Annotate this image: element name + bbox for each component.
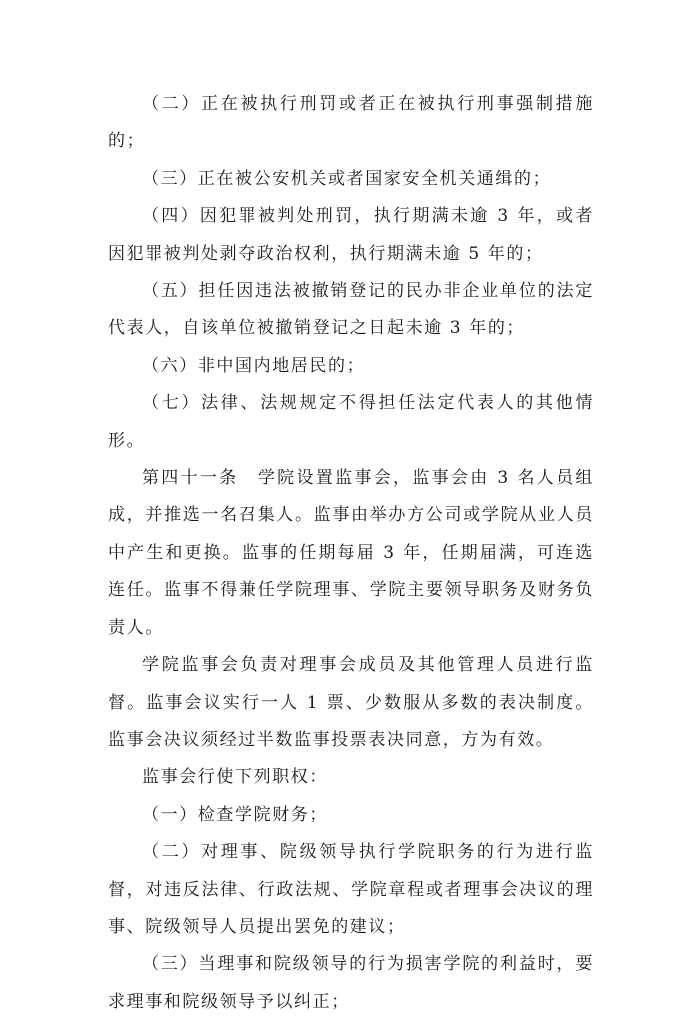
- paragraph-supervisory-board-duty: 学院监事会负责对理事会成员及其他管理人员进行监督。监事会议实行一人 1 票、少数服从多数的表决制度。监事会决议须经过半数监事投票表决同意，方为有效。: [108, 655, 594, 750]
- paragraph-disqualification-7: （七）法律、法规规定不得担任法定代表人的其他情形。: [108, 393, 594, 451]
- paragraph-disqualification-3: （三）正在被公安机关或者国家安全机关通缉的；: [142, 168, 552, 189]
- paragraph-disqualification-4: （四）因犯罪被判处刑罚，执行期满未逾 3 年，或者因犯罪被判处剥夺政治权利，执行期满未逾 5 年的；: [108, 206, 594, 264]
- document-body: [108, 86, 594, 1021]
- paragraph-power-3: （三）当理事和院级领导的行为损害学院的利益时，要求理事和院级领导予以纠正；: [108, 954, 594, 1012]
- paragraph-article-41: 第四十一条 学院设置监事会，监事会由 3 名人员组成，并推选一名召集人。监事由举办方公司或学院从业人员中产生和更换。监事的任期每届 3 年，任期届满，可连选连任。监事不得兼任学院理事、学院主要领导职务及财务负责人。: [108, 468, 594, 638]
- paragraph-power-2: （二）对理事、院级领导执行学院职务的行为进行监督，对违反法律、行政法规、学院章程或者理事会决议的理事、院级领导人员提出罢免的建议；: [108, 842, 594, 937]
- paragraph-disqualification-6: （六）非中国内地居民的；: [142, 355, 366, 376]
- paragraph-powers-intro: 监事会行使下列职权：: [142, 767, 328, 788]
- paragraph-disqualification-5: （五）担任因违法被撤销登记的民办非企业单位的法定代表人，自该单位被撤销登记之日起未逾 3 年的；: [108, 281, 594, 339]
- paragraph-disqualification-2: （二）正在被执行刑罚或者正在被执行刑事强制措施的；: [108, 94, 594, 152]
- paragraph-power-1: （一）检查学院财务；: [142, 804, 328, 825]
